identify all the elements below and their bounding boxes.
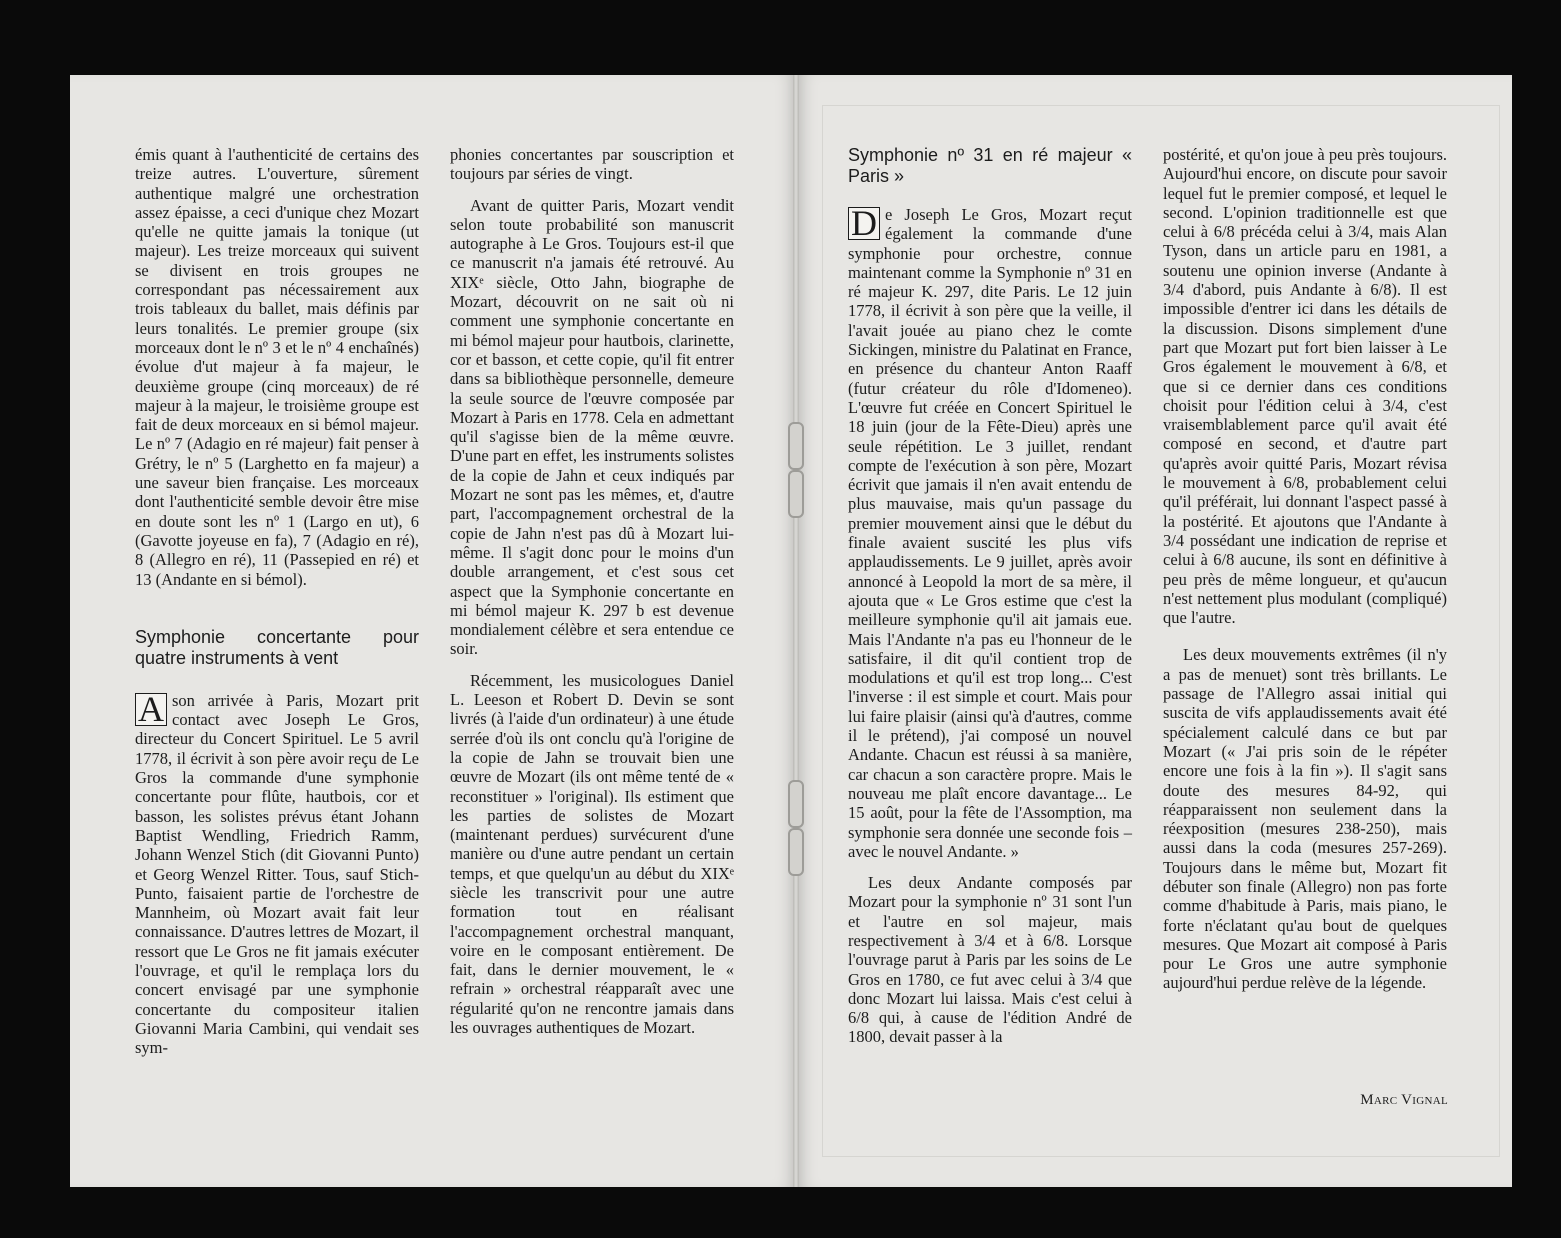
paragraph-text: e Joseph Le Gros, Mozart reçut également la commande d'une symphonie pour orchestre, connue maintenant comme la Symphonie nº 31 en ré majeur K. 297, dite Paris. Le 12 juin 1778, il écrivit à son père que la veille, il l'avait jouée au piano chez le comte Sickingen, ministre du Palatinat en France, en présence du chanteur Anton Raaff (futur créateur du rôle d'Idomeneo). L'œuvre fut créée en Concert Spirituel le 18 juin (jour de la Fête-Dieu) après une seule répétition. Le 3 juillet, rendant compte de l'exécution à son père, Mozart écrivit que jamais il n'en avait entendu de plus mauvaise, mais qu'un passage du premier mouvement ainsi que le début du finale avaient suscité les plus vifs applaudissements. Le 9 juillet, après avoir annoncé à Leopold la mort de sa mère, il ajouta que « Le Gros estime que c'est la meilleure symphonie qu'il ait jamais eue. Mais l'Andante n'a pas eu l'honneur de le satisfaire, il dit qu'il contient trop de modulations et qu'il est trop long... C'est l'inverse : il est simple et court. Mais pour lui faire plaisir (ainsi qu'à d'autres, comme il le prétend), j'ai composé un nouvel Andante. Chacun est réussi à sa manière, car chacun a son caractère propre. Mais le nouveau me plaît encore davantage... Le 15 août, pour la fête de l'Assomption, ma symphonie sera donnée une seconde fois – avec le nouvel Andante. » xyxy=(848,205,1132,861)
paragraph-text: son arrivée à Paris, Mozart prit contact avec Joseph Le Gros, directeur du Concert Spirituel. Le 5 avril 1778, il écrivit à son père avoir reçu de Le Gros la commande d'une symphonie concertante pour flûte, hautbois, cor et basson, les solistes prévus étant Johann Baptist Wendling, Friedrich Ramm, Johann Wenzel Stich (dit Giovanni Punto) et Georg Wenzel Ritter. Tous, sauf Stich-Punto, faisaient partie de l'orchestre de Mannheim, où Mozart avait fait leur connaissance. D'autres lettres de Mozart, il ressort que Le Gros ne fit jamais exécuter l'ouvrage, et qu'il le remplaça lors du concert envisagé par une symphonie concertante du compositeur italien Giovanni Maria Cambini, qui vendait ses sym- xyxy=(135,690,419,1058)
paragraph: Avant de quitter Paris, Mozart vendit selon toute probabilité son manuscrit autographe à Le Gros. Toujours est-il que ce manuscrit n'a jamais été retrouvé. Au XIXᵉ siècle, Otto Jahn, biographe de Mozart, découvrit on ne sait où ni comment une symphonie concertante en mi bémol majeur pour hautbois, clarinette, cor et basson, et cette copie, qu'il fit entrer dans sa bibliothèque personnelle, demeure la seule source de l'œuvre composée par Mozart à Paris en 1778. Cela en admettant qu'il s'agisse bien de la même œuvre. D'une part en effet, les instruments solistes de la copie de Jahn et ceux indiqués par Mozart ne sont pas les mêmes, et, d'autre part, l'accompagnement orchestral de la copie de Jahn n'est pas dû à Mozart lui-même. Il s'agit donc pour le moins d'un double arrangement, et c'est sous cet aspect que la Symphonie concertante en mi bémol majeur K. 297 b est devenue mondialement célèbre et sera entendue ce soir. xyxy=(450,195,734,659)
staple-icon xyxy=(788,422,804,470)
paragraph xyxy=(848,205,1132,861)
paragraph: phonies concertantes par souscription et toujours par séries de vingt. xyxy=(450,145,734,184)
paragraph: postérité, et qu'on joue à peu près toujours. Aujourd'hui encore, on discute pour savoir lequel fut le premier composé, et lequel le second. L'opinion traditionnelle est que celui à 6/8 précéda celui à 3/4, mais Alan Tyson, dans un article paru en 1981, a soutenu une opinion inverse (Andante à 3/4 d'abord, puis Andante à 6/8). Il est impossible d'entrer ici dans les détails de la discussion. Disons simplement d'une part que Mozart put fort bien laisser à Le Gros également le mouvement à 6/8, et que si ce dernier dans ces conditions choisit pour l'édition celui à 3/4, c'est vraisemblablement parce qu'il avait été composé en second, et d'autre part qu'après avoir quitté Paris, Mozart révisa le mouvement à 6/8, probablement celui qu'il préférait, lui donnant l'aspect passé à la postérité. Et ajoutons que l'Andante à 3/4 possédant une indication de reprise et celui à 6/8 aucune, ils sont en définitive à peu près de même longueur, et qu'aucun n'est nettement plus modulant (compliqué) que l'autre. xyxy=(1163,145,1447,628)
right-column-2 xyxy=(1163,145,1447,993)
left-column-2 xyxy=(450,145,734,1037)
section-title-concertante: Symphonie concertante pour quatre instruments à vent xyxy=(135,626,419,668)
paragraph: Récemment, les musicologues Daniel L. Leeson et Robert D. Devin se sont livrés (à l'aide d'un ordinateur) à une étude serrée d'où ils ont conclu qu'à l'origine de la copie de Jahn se trouvait bien une œuvre de Mozart (ils ont même tenté de « reconstituer » l'original). Ils estiment que les parties de solistes de Mozart (maintenant perdues) survécurent d'une manière ou d'une autre pendant un certain temps, et que quelqu'un au début du XIXᵉ siècle les transcrivit pour une autre formation tout en réalisant l'accompagnement orchestral manquant, voire en le composant entièrement. De fait, dans le dernier mouvement, le « refrain » orchestral réapparaît avec une régularité qu'on ne rencontre jamais dans les ouvrages authentiques de Mozart. xyxy=(450,670,734,1038)
left-column-1 xyxy=(135,145,419,1057)
section-title-paris: Symphonie nº 31 en ré majeur « Paris » xyxy=(848,145,1132,186)
author-signature: Marc Vignal xyxy=(1360,1092,1448,1108)
paragraph: émis quant à l'authenticité de certains des treize autres. L'ouverture, sûrement authentique malgré une orchestration assez épaisse, a ceci d'unique chez Mozart qu'elle ne quitte jamais la tonique (ut majeur). Les treize morceaux qui suivent se divisent en trois groupes ne correspondant pas nécessairement aux trois tableaux du ballet, mais définis par leurs tonalités. Le premier groupe (six morceaux dont le nº 3 et le nº 4 enchaînés) évolue d'ut majeur à fa majeur, le deuxième groupe (cinq morceaux) de ré majeur à la majeur, le troisième groupe est fait de deux morceaux en si bémol majeur. Le nº 7 (Adagio en ré majeur) fait penser à Grétry, le nº 5 (Larghetto en fa majeur) a une saveur bien française. Les morceaux dont l'authenticité semble devoir être mise en doute sont les nº 1 (Largo en ut), 6 (Gavotte joyeuse en fa), 7 (Adagio en ré), 8 (Allegro en ré), 11 (Passepied en ré) et 13 (Andante en si bémol). xyxy=(135,145,419,589)
drop-cap: A xyxy=(135,693,167,726)
staple-icon xyxy=(788,780,804,828)
right-column-1 xyxy=(848,145,1132,1047)
drop-cap: D xyxy=(848,207,880,240)
staple-icon xyxy=(788,470,804,518)
paragraph xyxy=(135,688,419,1058)
book-gutter xyxy=(793,75,799,1187)
paragraph: Les deux mouvements extrêmes (il n'y a pas de menuet) sont très brillants. Le passage de l'Allegro assai initial qui suscita de vifs applaudissements avait été spécialement calculé dans ce but par Mozart (« J'ai pris soin de le répéter encore une fois à la fin »). Il s'agit sans doute des mesures 84-92, qui réapparaissent non seulement dans la réexposition (mesures 238-250), mais aussi dans la coda (mesures 257-269). Toujours dans le même but, Mozart fit débuter son finale (Allegro) non pas forte comme d'habitude à Paris, mais piano, le forte n'éclatant qu'au bout de quelques mesures. Que Mozart ait composé à Paris pour Le Gros une autre symphonie aujourd'hui perdue relève de la légende. xyxy=(1163,645,1447,993)
paragraph: Les deux Andante composés par Mozart pour la symphonie nº 31 sont l'un et l'autre en sol majeur, mais respectivement à 3/4 et à 6/8. Lorsque l'ouvrage parut à Paris par les soins de Le Gros en 1780, ce fut avec celui à 3/4 que donc Mozart lui laissa. Mais c'est celui à 6/8 qui, à cause de l'édition André de 1800, devait passer à la xyxy=(848,873,1132,1047)
staple-icon xyxy=(788,828,804,876)
